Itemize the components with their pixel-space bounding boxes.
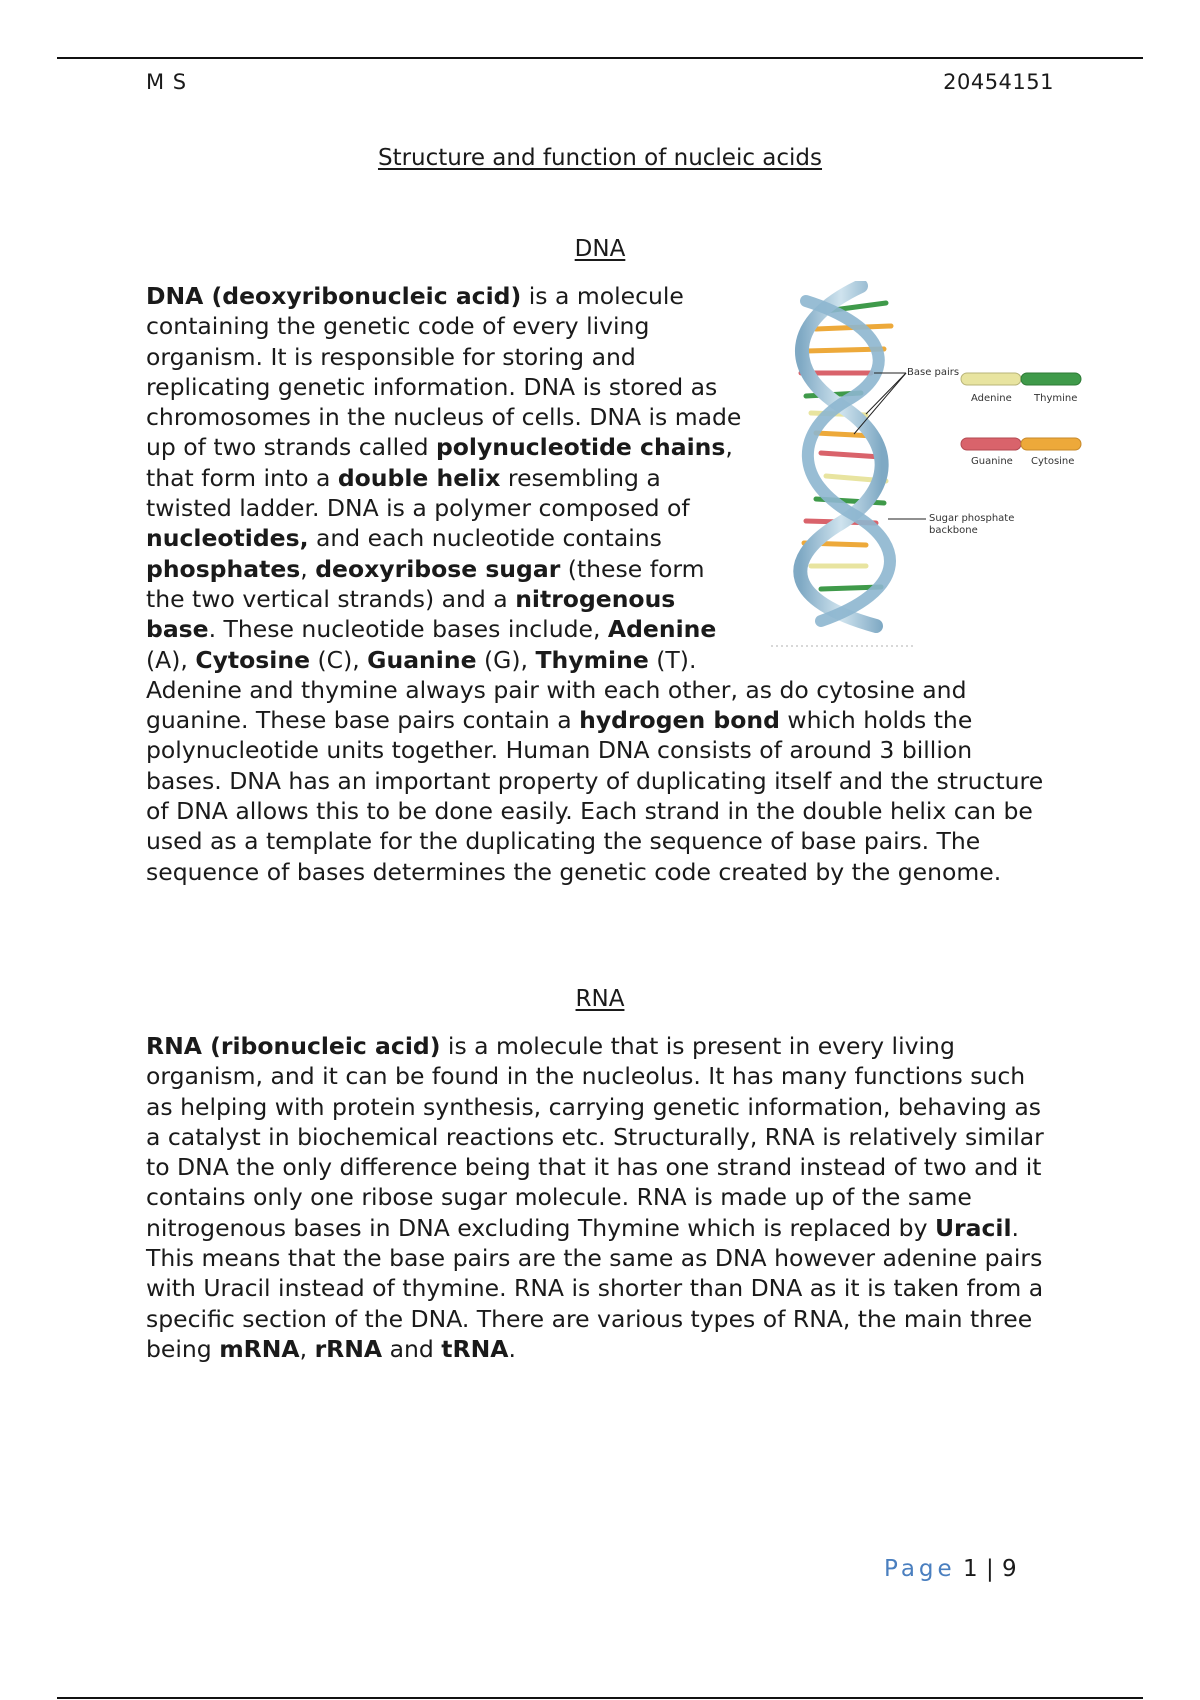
dna-bold-term: Adenine [607, 615, 717, 644]
rna-paragraph [146, 1031, 1056, 1364]
footer-rule [57, 1697, 1143, 1699]
base-pairs-pointer [854, 373, 906, 434]
header-rule [57, 57, 1143, 59]
rna-section [146, 1031, 1056, 1364]
page-word: Page [884, 1556, 956, 1582]
rna-text-run: is a molecule that is present in every living organism, and it can be found in the nucleolus. It has many functions such as helping with protein synthesis, carrying genetic information, behaving as a catalyst in biochemical reactions etc. Structurally, RNA is relatively similar to DNA the only difference being that it has one strand instead of two and it contains only one ribose sugar molecule. RNA is made up of the same nitrogenous bases in DNA excluding Thymine which is replaced by [146, 1032, 1044, 1242]
dna-bold-term: polynucleotide chains [435, 433, 726, 462]
label-base-pairs: Base pairs [907, 367, 960, 378]
rna-bold-term: tRNA [441, 1334, 509, 1363]
page-number-footer [884, 1556, 1018, 1582]
dna-text-run: , that form into a [146, 433, 733, 492]
document-title: Structure and function of nucleic acids [377, 145, 823, 171]
rna-text-run: and [382, 1334, 442, 1363]
rna-text-run: . [508, 1334, 516, 1363]
dna-bold-term: nitrogenous base [146, 584, 676, 644]
rna-bold-term: rRNA [314, 1334, 383, 1363]
dna-text-run: . These nucleotide bases include, [208, 615, 608, 644]
dna-bold-term: double helix [337, 463, 501, 492]
rna-bold-term: Uracil [934, 1213, 1012, 1242]
dna-text-run: , [300, 554, 316, 583]
rna-text-run: , [299, 1334, 315, 1363]
rna-bold-term: mRNA [219, 1334, 300, 1363]
dna-text-run: which holds the polynucleotide units together. Human DNA consists of around 3 billion bases. DNA has an important property of duplicating itself and the structure of DNA allows this to be done easily. Each strand in the double helix can be used as a template for the duplicating the sequence of base pairs. The sequence of bases determines the genetic code created by the genome. [146, 706, 1044, 886]
rna-heading: RNA [575, 986, 625, 1012]
dna-text-run: is a molecule containing the genetic code of every living organism. It is responsible for storing and replicating genetic information. DNA is stored as chromosomes in the nucleus of cells. DNA is made up of two strands called [146, 282, 742, 462]
dna-section [146, 281, 1078, 887]
dna-bold-term: deoxyribose sugar [315, 554, 561, 583]
legend-at-bar [961, 373, 1081, 385]
page-separator: | [985, 1556, 995, 1582]
dna-double-helix-figure [766, 281, 1106, 651]
dna-bold-term: nucleotides, [146, 524, 309, 553]
rna-text-run: . This means that the base pairs are the same as DNA however adenine pairs with Uracil instead of thymine. RNA is shorter than DNA as it is taken from a specific section of the DNA. There are various types of RNA, the main three being [146, 1213, 1044, 1363]
label-thymine: Thymine [1034, 393, 1078, 404]
dna-text-run: (T). Adenine and thymine always pair with each other, as do cytosine and guanine. These base pairs contain a [146, 645, 967, 735]
dna-text-run: (A), [146, 645, 196, 674]
dna-text-run: (C), [310, 645, 368, 674]
dna-bold-term: Guanine [367, 645, 477, 674]
page-total: 9 [1002, 1556, 1018, 1582]
header-student-id: 20454151 [943, 70, 1054, 94]
label-sugar-phosphate-backbone: Sugar phosphate backbone [929, 513, 1015, 536]
dna-bold-term: hydrogen bond [579, 706, 780, 735]
dna-text-run: (G), [476, 645, 536, 674]
dna-heading: DNA [574, 236, 626, 262]
label-cytosine: Cytosine [1031, 456, 1075, 467]
legend-gc-bar [961, 438, 1081, 450]
rna-bold-term: RNA (ribonucleic acid) [146, 1032, 441, 1060]
dna-text-run: resembling a twisted ladder. DNA is a polymer composed of [146, 463, 690, 523]
dna-text-run: and each nucleotide contains [308, 524, 662, 553]
dna-bold-term: DNA (deoxyribonucleic acid) [146, 282, 522, 310]
dna-bold-term: Cytosine [195, 645, 311, 674]
dna-bold-term: phosphates [146, 554, 301, 583]
label-guanine: Guanine [971, 456, 1013, 467]
dna-text-run: (these form the two vertical strands) and a [146, 554, 705, 613]
page-current: 1 [963, 1556, 979, 1582]
label-adenine: Adenine [971, 393, 1012, 404]
header-author: M S [146, 70, 188, 94]
dna-bold-term: Thymine [535, 645, 649, 674]
